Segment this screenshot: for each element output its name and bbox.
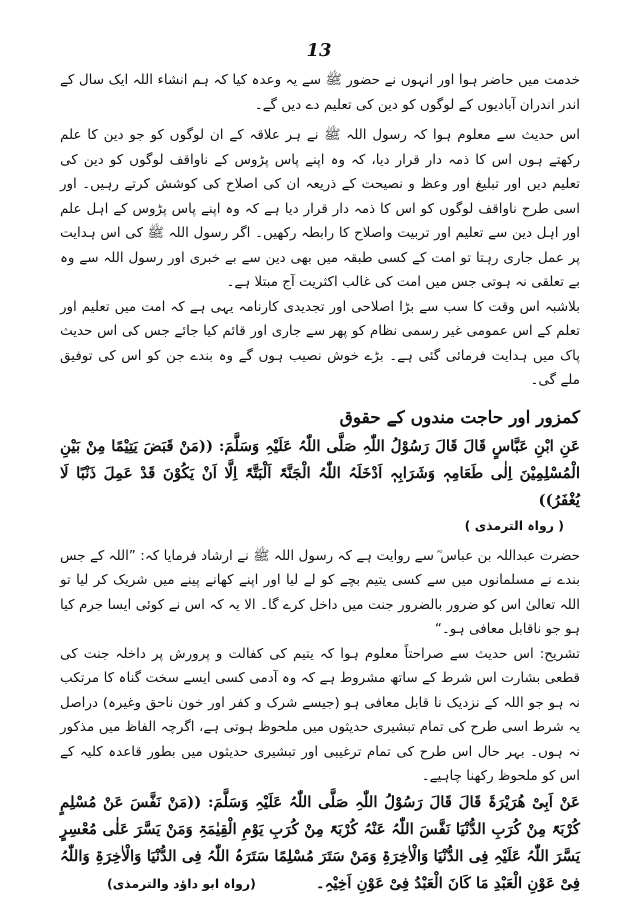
hadith-arabic-2-text: عَنْ اَبِیْ ھُرَیْرَۃَ قَالَ قَالَ رَسُوْلُ اللّٰہِ صَلَّی اللّٰہُ عَلَیْہِ وَسَلَّمَ: ((مَنْ نَفَّسَ عَنْ مُسْلِمٍ کُرْبَۃً مِنْ کُرَبِ الدُّنْیَا نَفَّسَ اللّٰہُ عَنْہُ کُرْبَۃً مِنْ کُرَبِ یَوْمِ الْقِیٰمَۃِ وَمَنْ یَسَّرَ عَلٰی مُعْسِرٍ یَسَّرَ اللّٰہُ عَلَیْہِ فِی الدُّنْیَا وَالْاٰخِرَۃِ وَمَنْ سَتَرَ مُسْلِمًا سَتَرَہُ اللّٰہُ فِی الدُّنْیَا وَالْاٰخِرَۃِ وَاللّٰہُ فِیْ عَوْنِ الْعَبْدِ مَا کَانَ الْعَبْدُ فِیْ عَوْنِ اَخِیْہِ۔ — [60, 792, 580, 892]
hadith-arabic-1: عَنِ ابْنِ عَبَّاسٍ قَالَ قَالَ رَسُوْلُ اللّٰہِ صَلَّی اللّٰہُ عَلَیْہِ وَسَلَّمَ: ((مَنْ قَبَضَ یَتِیْمًا مِنْ بَیْنِ الْمُسْلِمِیْنَ اِلٰی طَعَامِہٖ وَشَرَابِہٖ اَدْخَلَہُ اللّٰہُ الْجَنَّۃَ اَلْبَتَّۃَ اِلَّا اَنْ یَکُوْنَ قَدْ عَمِلَ ذَنْبًا لَا یُغْفَرُ)) — [60, 436, 580, 509]
paragraph-commentary: اس حدیث سے معلوم ہوا کہ رسول اللہ ﷺ نے ہر علاقہ کے ان لوگوں کو جو دین کا علم رکھتے ہوں اس کا ذمہ دار قرار دیا، کہ وہ اپنے پاس پڑوس کے ناواقف لوگوں کو دین کی تعلیم دیں اور تبلیغ اور وعظ و نصیحت کے ذریعہ ان کی اصلاح کی کوشش کرتے رہیں۔ اور اسی طرح ناواقف لوگوں کو اس کا ذمہ دار قرار دیا ہے کہ وہ اپنے پاس پڑوس کے اہل علم اور اہل دین سے تعلیم اور تربیت واصلاح کا رابطہ رکھیں۔ اگر رسول اللہ ﷺ کی اس ہدایت پر عمل جاری رہتا تو امت کے کسی طبقہ میں بھی دین سے بے خبری اور رسول اللہ سے وہ بے تعلقی نہ ہوتی جس میں امت کی غالب اکثریت آج مبتلا ہے۔ — [60, 127, 580, 290]
hadith-arabic-2 — [60, 789, 580, 897]
section-heading: کمزور اور حاجت مندوں کے حقوق — [339, 407, 580, 428]
paragraph-intro: خدمت میں حاضر ہوا اور انہوں نے حضور ﷺ سے یہ وعدہ کیا کہ ہم انشاء اللہ ایک سال کے اندر اندران آبادیوں کے لوگوں کو دین کی تعلیم دے دیں گے۔ — [60, 72, 580, 113]
hadith-reference-2: (رواہ ابو داؤد والترمذی) — [107, 875, 256, 891]
hadith-translation-1: حضرت عبداللہ بن عباس ؓ سے روایت ہے کہ رسول اللہ ﷺ نے ارشاد فرمایا کہ: ”اللہ کے جس بندے نے مسلمانوں میں سے کسی یتیم بچے کو لے لیا اور اپنے کھانے پینے میں شریک کر لیا تو اللہ تعالیٰ اس کو ضرور بالضرور جنت میں داخل کرے گا۔ الا یہ کہ اس نے کوئی ایسا جرم کیا ہو جو ناقابل معافی ہو۔“ — [60, 547, 580, 637]
hadith-reference-1: ( رواہ الترمذی ) — [464, 517, 564, 533]
page-body — [60, 68, 580, 897]
page-number: 13 — [306, 40, 332, 61]
explanation-paragraph: تشریح: اس حدیث سے صراحتاً معلوم ہوا کہ یتیم کی کفالت و پرورش پر داخلہ جنت کی قطعی بشارت اس شرط کے ساتھ مشروط ہے کہ وہ آدمی کسی ایسے سخت گناہ کا مرتکب نہ ہو جو اللہ کے نزدیک نا قابل معافی ہو (جیسے شرک و کفر اور خون ناحق وغیرہ) دراصل یہ شرط اسی طرح کی تمام تبشیری حدیثوں میں ملحوظ ہوتی ہے، اگرچہ الفاظ میں مذکور نہ ہوں۔ بہر حال اس طرح کی تمام ترغیبی اور تبشیری حدیثوں میں بطور قاعدہ کلیہ کے اس کو ملحوظ رکھنا چاہیے۔ — [60, 645, 580, 784]
paragraph-conclusion: بلاشبہ اس وقت کا سب سے بڑا اصلاحی اور تجدیدی کارنامہ یہی ہے کہ امت میں تعلیم اور تعلم کے اس عمومی غیر رسمی نظام کو پھر سے جاری اور قائم کیا جائے جس کی اس حدیث پاک میں ہدایت فرمائی گئی ہے۔ بڑے خوش نصیب ہوں گے وہ بندے جن کو اس کی توفیق ملے گی۔ — [60, 298, 580, 388]
